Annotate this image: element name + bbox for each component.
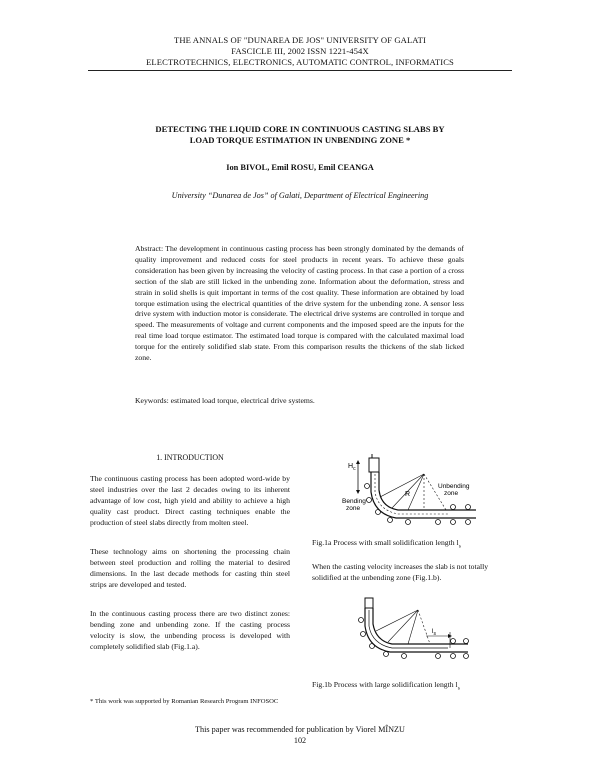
fig1a-bending-label: Bending [342, 498, 366, 505]
fig1a-unbending-zone-label: zone [444, 490, 459, 497]
abstract: Abstract: The development in continuous casting process has been strongly dominated by the demands of quality improvement and reduced costs for steel products in recent years. To achieve these goals consideration has been given by increasing the velocity of casting process. In that case a portion of a cross section of the slab are still licked in the unbending zone. Information about the deformation, stress and strain in solid shells is quit important in terms of the cost quality. These information are obtained by load torque estimation using the electrical quantities of the drive system for the unbending zone. A sensor less drive system with induction motor is considerate. The electrical drive systems are controlled in torque and speed. The measurements of voltage and current components and the imposed speed are the inputs for the real time load torque estimator. The estimated load torque is compared with the calculated maximal load torque for the entirely solidified slab state. From this comparison results the thickens of the slab licked zone. [135, 244, 464, 363]
figure-1a-caption: Fig.1a Process with small solidification length $l_s$ [312, 538, 461, 550]
journal-section: ELECTROTECHNICS, ELECTRONICS, AUTOMATIC CONTROL, INFORMATICS [146, 57, 454, 67]
figure-1a-diagram [328, 452, 478, 537]
intro-paragraph-1: The continuous casting process has been adopted word-wide by steel industries over the last 2 decades owing to its inherent advantage of low cost, high yield and ability to achieve a high quality cast product. Direct casting techniques enable the production of steel slabs directly from molten steel. [90, 474, 290, 527]
paper-title-line-2: LOAD TORQUE ESTIMATION IN UNBENDING ZONE * [189, 135, 411, 145]
journal-name: THE ANNALS OF "DUNAREA DE JOS" UNIVERSITY OF GALATI [174, 35, 426, 45]
paper-title-line-1: DETECTING THE LIQUID CORE IN CONTINUOUS CASTING SLABS BY [155, 124, 445, 134]
fig1b-ls-label: $l_s$ [432, 628, 436, 637]
section-title: 1. INTRODUCTION [156, 453, 224, 462]
affiliation: University “Dunarea de Jos” of Galati, Department of Electrical Engineering [171, 191, 429, 200]
header-rule [88, 70, 512, 71]
fig1a-h-label: $H_c$ [348, 463, 356, 472]
keywords: Keywords: estimated load torque, electrical drive systems. [135, 396, 315, 405]
fig1a-unbending-label: Unbending [438, 483, 470, 490]
right-column-text: When the casting velocity increases the slab is not totally solidified at the unbending zone (Fig.1.b). [312, 562, 489, 582]
intro-paragraph-3: In the continuous casting process there are two distinct zones: bending zone and unbending zone. If the casting process velocity is slow, the unbending process is developed with completely solidified slab (Fig.1.a). [90, 609, 290, 651]
fig1a-r-label: R [405, 491, 411, 498]
intro-paragraph-2: These technology aims on shortening the processing chain between steel production and rolling the material to desired dimensions. In the last decade methods for casting thin steel strips are developed and tested. [90, 547, 290, 589]
authors: Ion BIVOL, Emil ROSU, Emil CEANGA [226, 163, 374, 172]
recommendation-note: This paper was recommended for publication by Viorel MÎNZU [195, 725, 405, 734]
journal-fascicle: FASCICLE III, 2002 ISSN 1221-454X [231, 46, 369, 56]
footnote: * This work was supported by Romanian Research Program INFOSOC [90, 698, 279, 705]
fig1a-bending-zone-label: zone [346, 505, 361, 512]
figure-1b-caption: Fig.1b Process with large solidification length $l_s$ [312, 680, 460, 692]
figure-1b-diagram [338, 596, 478, 676]
page-number: 102 [293, 736, 307, 745]
